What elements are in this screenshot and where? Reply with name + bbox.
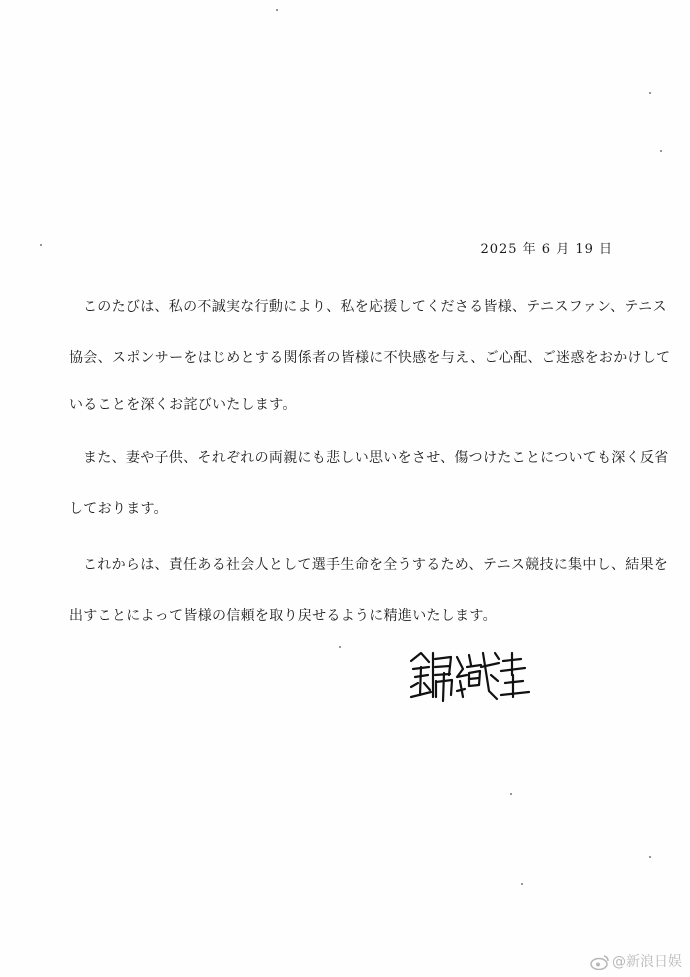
- paragraph-line: これからは、責任ある社会人として選手生命を全うするため、テニス競技に集中し、結果を: [83, 557, 669, 573]
- scan-speck: [649, 92, 651, 94]
- scan-speck: [521, 883, 523, 885]
- paragraph-line: いることを深くお詫びいたします。: [69, 397, 297, 413]
- paragraph-line: このたびは、私の不誠実な行動により、私を応援してくださる皆様、テニスファン、テニス: [83, 299, 667, 315]
- handwritten-signature: [405, 645, 530, 705]
- scan-speck: [510, 793, 512, 795]
- scan-speck: [649, 856, 651, 858]
- scan-speck: [660, 150, 662, 152]
- letter-date: 2025 年 6 月 19 日: [480, 242, 613, 257]
- scan-speck: [339, 646, 341, 648]
- scan-speck: [40, 244, 42, 246]
- paragraph-line: 出すことによって皆様の信頼を取り戻せるように精進いたします。: [69, 608, 497, 624]
- weibo-icon: [590, 954, 610, 970]
- watermark-text: @新浪日娱: [612, 954, 682, 970]
- paragraph-line: 協会、スポンサーをはじめとする関係者の皆様に不快感を与え、ご心配、ご迷惑をおかけして: [69, 350, 671, 366]
- watermark: [590, 951, 682, 971]
- scan-speck: [276, 9, 278, 11]
- paragraph-line: また、妻や子供、それぞれの両親にも悲しい思いをさせ、傷つけたことについても深く反省: [83, 450, 669, 466]
- paragraph-line: しております。: [69, 501, 168, 517]
